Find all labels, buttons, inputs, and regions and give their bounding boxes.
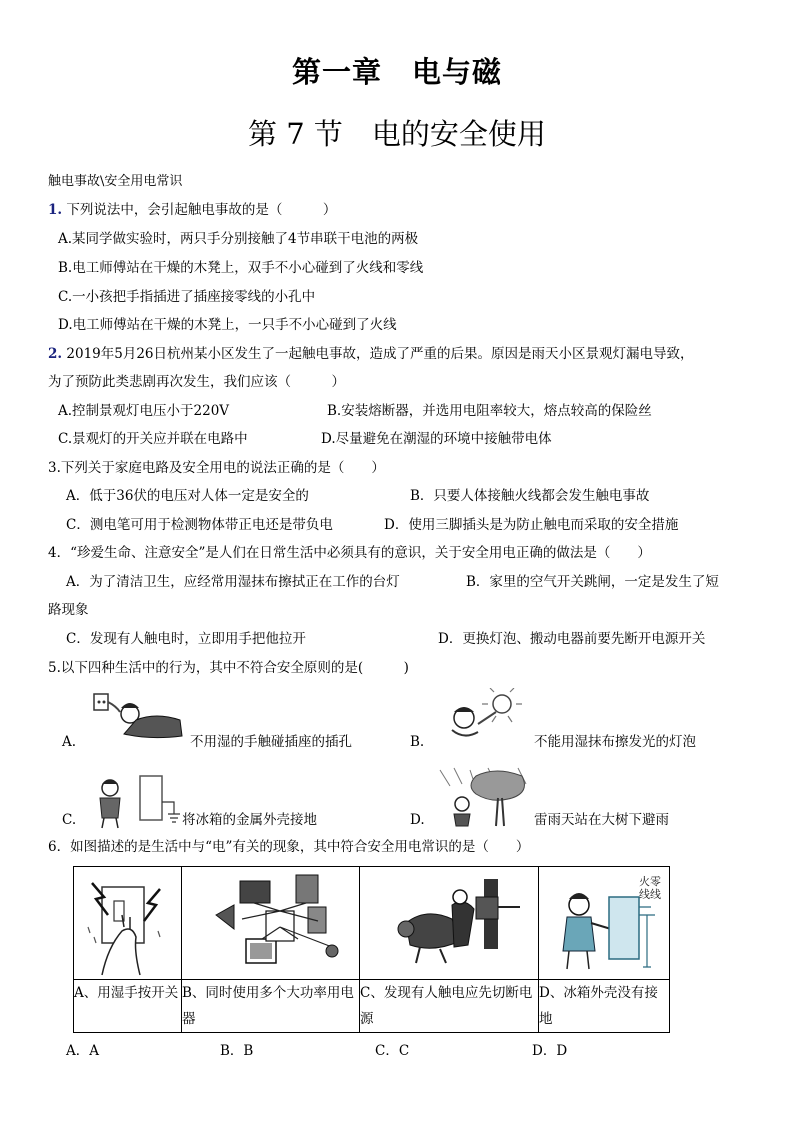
q4-option-b-cont: 路现象 bbox=[48, 602, 89, 618]
wet-cloth-bulb-illustration bbox=[438, 688, 532, 744]
q6-option-c: C．C bbox=[375, 1043, 410, 1059]
q5-stem: 5.以下四种生活中的行为，其中不符合安全原则的是( ) bbox=[48, 660, 409, 676]
grounded-fridge-illustration bbox=[88, 772, 180, 830]
q2-number: 2. bbox=[48, 346, 63, 362]
q2-option-b: B.安装熔断器，并选用电阻率较大，熔点较高的保险丝 bbox=[327, 403, 652, 419]
q5-option-b-letter: B. bbox=[410, 734, 425, 750]
q3-option-b: B．只要人体接触火线都会发生触电事故 bbox=[410, 488, 650, 504]
q6-picture-table bbox=[73, 866, 670, 1033]
q2-text: 2019年5月26日杭州某小区发生了一起触电事故，造成了严重的后果。原因是雨天小区景观灯漏电导致， bbox=[66, 346, 694, 362]
q1-stem bbox=[48, 201, 336, 219]
q2-stem-line1 bbox=[48, 345, 694, 363]
tree-in-thunderstorm-illustration bbox=[436, 766, 532, 828]
fridge-label-line2: 线线 bbox=[639, 888, 661, 901]
q6-cell-a-image bbox=[74, 867, 182, 980]
fridge-label-line1: 火零 bbox=[639, 875, 661, 888]
q5-option-d-letter: D. bbox=[410, 812, 425, 828]
q3-option-c: C．测电笔可用于检测物体带正电还是带负电 bbox=[66, 517, 333, 533]
q6-cell-b-image bbox=[182, 867, 360, 980]
q3-option-d: D．使用三脚插头是为防止触电而采取的安全措施 bbox=[384, 517, 679, 533]
section-title: 第 7 节 电的安全使用 bbox=[248, 117, 546, 151]
q1-number: 1. bbox=[48, 202, 63, 218]
rescue-electrocuted-person-illustration bbox=[360, 867, 538, 979]
q2-option-a: A.控制景观灯电压小于220V bbox=[58, 403, 230, 419]
overloaded-socket-illustration bbox=[182, 867, 359, 979]
q6-option-b: B．B bbox=[220, 1043, 254, 1059]
q6-caption-c: C、发现有人触电应先切断电源 bbox=[360, 980, 539, 1033]
q3-stem: 3.下列关于家庭电路及安全用电的说法正确的是（ ） bbox=[48, 460, 385, 476]
q4-stem: 4．“珍爱生命、注意安全”是人们在日常生活中必须具有的意识，关于安全用电正确的做法是（ ） bbox=[48, 545, 651, 561]
wet-hand-switch-illustration bbox=[74, 867, 181, 979]
q1-text: 下列说法中，会引起触电事故的是（ ） bbox=[66, 202, 337, 218]
q4-option-c: C．发现有人触电时，立即用手把他拉开 bbox=[66, 631, 306, 647]
q3-option-a: A．低于36伏的电压对人体一定是安全的 bbox=[66, 488, 309, 504]
q1-option-b: B.电工师傅站在干燥的木凳上，双手不小心碰到了火线和零线 bbox=[58, 260, 424, 276]
wet-hand-socket-illustration bbox=[90, 690, 186, 742]
q6-caption-a: A、用湿手按开关 bbox=[74, 980, 182, 1033]
q5-option-a-letter: A. bbox=[62, 734, 77, 750]
q5-option-a-text: 不用湿的手触碰插座的插孔 bbox=[190, 734, 352, 750]
q6-caption-row bbox=[74, 980, 670, 1033]
q5-option-d-text: 雷雨天站在大树下避雨 bbox=[534, 812, 669, 828]
q4-option-d: D．更换灯泡、搬动电器前要先断开电源开关 bbox=[438, 631, 706, 647]
q5-option-c-text: 将冰箱的金属外壳接地 bbox=[182, 812, 317, 828]
q1-option-d: D.电工师傅站在干燥的木凳上，一只手不小心碰到了火线 bbox=[58, 317, 397, 333]
q6-cell-d-image bbox=[539, 867, 670, 980]
q6-option-d: D．D bbox=[532, 1043, 568, 1059]
q4-option-b: B．家里的空气开关跳闸，一定是发生了短 bbox=[466, 574, 719, 590]
q6-option-a: A．A bbox=[66, 1043, 99, 1059]
q6-image-row bbox=[74, 867, 670, 980]
q2-option-d: D.尽量避免在潮湿的环境中接触带电体 bbox=[321, 431, 552, 447]
q6-caption-d: D、冰箱外壳没有接地 bbox=[539, 980, 670, 1033]
q5-option-c-letter: C. bbox=[62, 812, 77, 828]
q6-caption-b: B、同时使用多个大功率用电器 bbox=[182, 980, 360, 1033]
ungrounded-fridge-illustration bbox=[539, 867, 669, 979]
q1-option-c: C.一小孩把手指插进了插座接零线的小孔中 bbox=[58, 289, 316, 305]
q4-option-a: A．为了清洁卫生，应经常用湿抹布擦拭正在工作的台灯 bbox=[66, 574, 400, 590]
chapter-title: 第一章 电与磁 bbox=[291, 55, 502, 89]
q1-option-a: A.某同学做实验时，两只手分别接触了4节串联干电池的两极 bbox=[58, 231, 419, 247]
q6-cell-c-image bbox=[360, 867, 539, 980]
q2-option-c: C.景观灯的开关应并联在电路中 bbox=[58, 431, 248, 447]
q6-stem: 6．如图描述的是生活中与“电”有关的现象，其中符合安全用电常识的是（ ） bbox=[48, 839, 530, 855]
q5-option-b-text: 不能用湿抹布擦发光的灯泡 bbox=[534, 734, 696, 750]
topic-label: 触电事故\安全用电常识 bbox=[48, 174, 183, 189]
q2-stem-line2: 为了预防此类悲剧再次发生，我们应该（ ） bbox=[48, 374, 345, 390]
